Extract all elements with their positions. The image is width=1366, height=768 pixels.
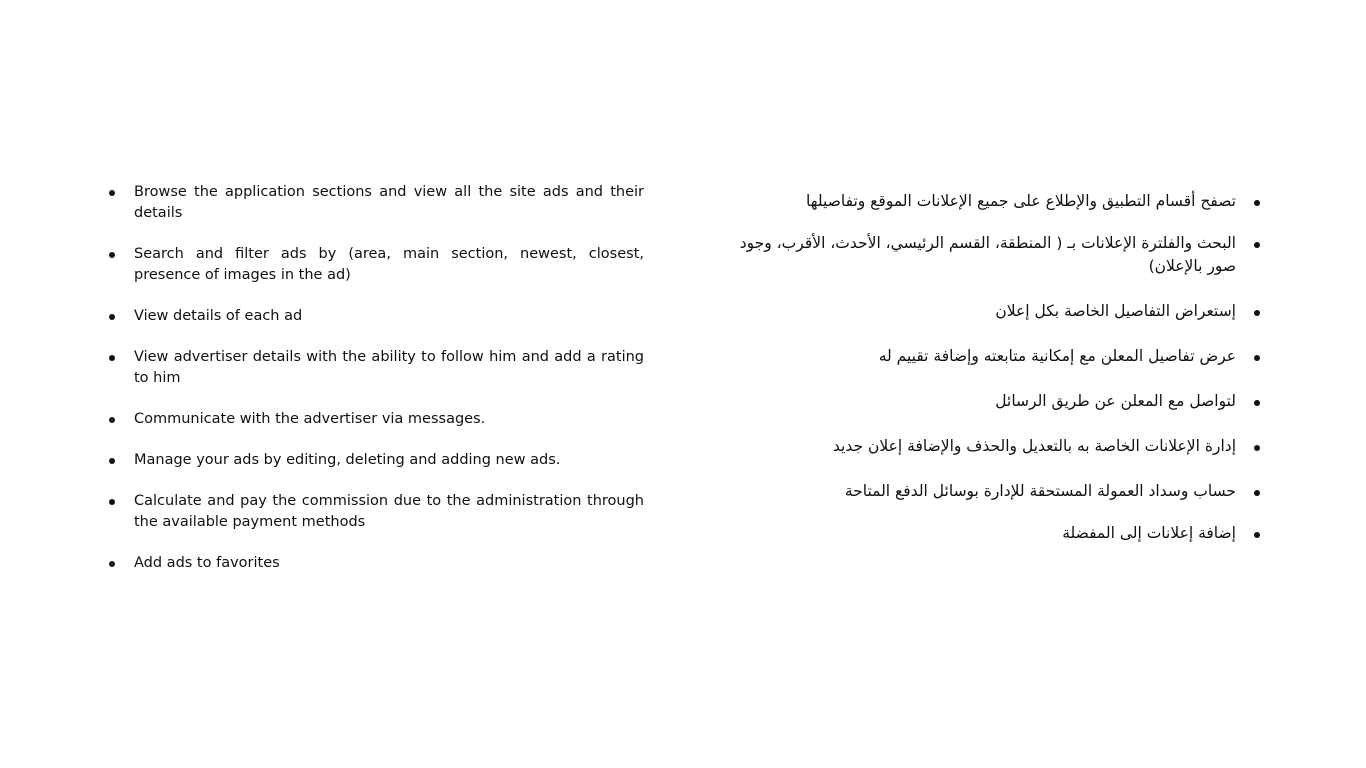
feature-item-view-ad-en: View details of each ad [104,306,644,327]
feature-item-view-ad-ar: إستعراض التفاصيل الخاصة بكل إعلان [722,300,1262,323]
feature-item-messages-en: Communicate with the advertiser via messages. [104,409,644,430]
feature-item-advertiser-ar: عرض تفاصيل المعلن مع إمكانية متابعته وإضافة تقييم له [722,345,1262,368]
feature-item-manage-ads-ar: إدارة الإعلانات الخاصة به بالتعديل والحذف والإضافة إعلان جديد [722,435,1262,458]
feature-item-browse-ar: تصفح أقسام التطبيق والإطلاع على جميع الإعلانات الموقع وتفاصيلها [722,190,1262,213]
feature-item-commission-ar: حساب وسداد العمولة المستحقة للإدارة بوسائل الدفع المتاحة [722,480,1262,503]
feature-item-commission-en: Calculate and pay the commission due to the administration through the available payment methods [104,491,644,533]
feature-item-manage-ads-en: Manage your ads by editing, deleting and adding new ads. [104,450,644,471]
english-feature-list [104,182,644,574]
arabic-feature-list [722,190,1262,545]
feature-item-search-filter-en: Search and filter ads by (area, main section, newest, closest, presence of images in the ad) [104,244,644,286]
feature-item-advertiser-en: View advertiser details with the ability to follow him and add a rating to him [104,347,644,389]
feature-item-browse-en: Browse the application sections and view all the site ads and their details [104,182,644,224]
feature-item-favorites-ar: إضافة إعلانات إلى المفضلة [722,522,1262,545]
feature-item-favorites-en: Add ads to favorites [104,553,644,574]
feature-item-messages-ar: لتواصل مع المعلن عن طريق الرسائل [722,390,1262,413]
feature-item-search-filter-ar: البحث والفلترة الإعلانات بـ ( المنطقة، القسم الرئيسي، الأحدث، الأقرب، وجود صور بالإعلان) [722,232,1262,278]
